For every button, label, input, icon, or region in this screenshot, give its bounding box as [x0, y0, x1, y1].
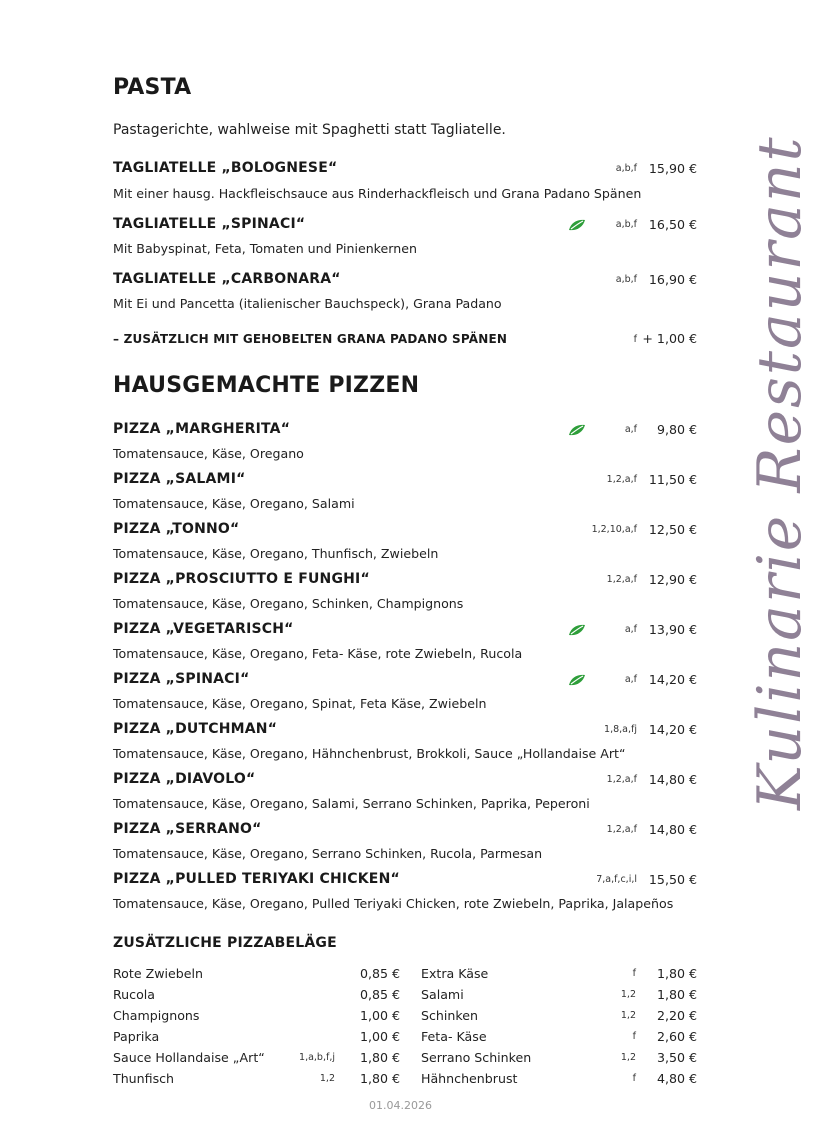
item-description: Tomatensauce, Käse, Oregano, Thunfisch, Zwiebeln — [113, 546, 439, 561]
item-description: Tomatensauce, Käse, Oregano, Feta- Käse, rote Zwiebeln, Rucola — [113, 646, 523, 661]
topping-price: 1,00 € — [359, 1008, 400, 1023]
topping-name: Champignons — [113, 1008, 200, 1023]
item-price: 15,90 € — [648, 161, 697, 176]
allergen-codes: 1,2 — [620, 989, 636, 1000]
item-description: Tomatensauce, Käse, Oregano, Pulled Teriyaki Chicken, rote Zwiebeln, Paprika, Jalapeños — [113, 896, 674, 911]
topping-price: 3,50 € — [656, 1050, 697, 1065]
toppings-title: ZUSÄTZLICHE PIZZABELÄGE — [113, 935, 337, 951]
topping-price: 2,60 € — [656, 1029, 697, 1044]
topping-name: Hähnchenbrust — [421, 1071, 518, 1086]
item-description: Tomatensauce, Käse, Oregano, Spinat, Feta Käse, Zwiebeln — [113, 696, 487, 711]
item-description: Mit einer hausg. Hackfleischsauce aus Rinderhackfleisch und Grana Padano Spänen — [113, 186, 642, 201]
item-price: 12,50 € — [648, 522, 697, 537]
allergen-codes: f — [633, 334, 637, 345]
topping-price: 2,20 € — [656, 1008, 697, 1023]
topping-price: 1,80 € — [359, 1050, 400, 1065]
allergen-codes: a,b,f — [615, 163, 637, 174]
item-description: Tomatensauce, Käse, Oregano, Salami, Serrano Schinken, Paprika, Peperoni — [113, 796, 590, 811]
extra-label: – ZUSÄTZLICH MIT GEHOBELTEN GRANA PADANO SPÄNEN — [113, 332, 508, 346]
item-name: PIZZA „PROSCIUTTO E FUNGHI“ — [113, 571, 370, 587]
item-name: TAGLIATELLE „CARBONARA“ — [113, 271, 341, 287]
topping-price: 1,00 € — [359, 1029, 400, 1044]
topping-name: Schinken — [421, 1008, 478, 1023]
allergen-codes: a,f — [624, 674, 637, 685]
pasta-title: PASTA — [113, 75, 192, 100]
allergen-codes: 1,2 — [620, 1052, 636, 1063]
topping-price: 4,80 € — [656, 1071, 697, 1086]
topping-price: 1,80 € — [359, 1071, 400, 1086]
item-name: PIZZA „DUTCHMAN“ — [113, 721, 278, 737]
allergen-codes: f — [632, 968, 636, 979]
item-name: PIZZA „DIAVOLO“ — [113, 771, 256, 787]
item-price: 15,50 € — [648, 872, 697, 887]
allergen-codes: f — [632, 1031, 636, 1042]
item-name: PIZZA „TONNO“ — [113, 521, 240, 537]
item-name: PIZZA „SALAMI“ — [113, 471, 246, 487]
topping-price: 1,80 € — [656, 987, 697, 1002]
allergen-codes: a,b,f — [615, 274, 637, 285]
item-description: Tomatensauce, Käse, Oregano, Salami — [113, 496, 355, 511]
topping-name: Rote Zwiebeln — [113, 966, 203, 981]
item-price: 13,90 € — [648, 622, 697, 637]
item-price: 14,20 € — [648, 722, 697, 737]
item-name: PIZZA „SPINACI“ — [113, 671, 250, 687]
topping-name: Sauce Hollandaise „Art“ — [113, 1050, 265, 1065]
item-name: PIZZA „SERRANO“ — [113, 821, 262, 837]
item-price: 16,50 € — [648, 217, 697, 232]
allergen-codes: 1,8,a,fj — [604, 724, 637, 735]
allergen-codes: a,f — [624, 424, 637, 435]
item-description: Tomatensauce, Käse, Oregano — [113, 446, 304, 461]
extra-price: + 1,00 € — [642, 331, 697, 346]
topping-name: Salami — [421, 987, 464, 1002]
item-price: 14,80 € — [648, 822, 697, 837]
allergen-codes: a,f — [624, 624, 637, 635]
allergen-codes: 1,2,a,f — [606, 474, 637, 485]
item-description: Tomatensauce, Käse, Oregano, Hähnchenbrust, Brokkoli, Sauce „Hollandaise Art“ — [113, 746, 626, 761]
allergen-codes: 1,a,b,f,j — [299, 1052, 335, 1063]
topping-name: Rucola — [113, 987, 156, 1002]
topping-name: Paprika — [113, 1029, 160, 1044]
pizza-title: HAUSGEMACHTE PIZZEN — [113, 373, 420, 398]
item-price: 12,90 € — [648, 572, 697, 587]
brand-script: Kulinarie Restaurant — [745, 135, 815, 810]
item-description: Mit Ei und Pancetta (italienischer Bauchspeck), Grana Padano — [113, 296, 502, 311]
item-name: TAGLIATELLE „BOLOGNESE“ — [113, 160, 338, 176]
allergen-codes: 7,a,f,c,i,l — [596, 874, 637, 885]
item-description: Tomatensauce, Käse, Oregano, Serrano Schinken, Rucola, Parmesan — [113, 846, 543, 861]
item-name: PIZZA „PULLED TERIYAKI CHICKEN“ — [113, 871, 400, 887]
allergen-codes: f — [632, 1073, 636, 1084]
item-description: Mit Babyspinat, Feta, Tomaten und Pinienkernen — [113, 241, 417, 256]
item-price: 14,80 € — [648, 772, 697, 787]
pasta-intro: Pastagerichte, wahlweise mit Spaghetti statt Tagliatelle. — [113, 122, 506, 138]
topping-price: 1,80 € — [656, 966, 697, 981]
allergen-codes: 1,2,a,f — [606, 824, 637, 835]
item-name: PIZZA „VEGETARISCH“ — [113, 621, 294, 637]
topping-name: Extra Käse — [421, 966, 489, 981]
item-price: 14,20 € — [648, 672, 697, 687]
topping-name: Feta- Käse — [421, 1029, 487, 1044]
topping-price: 0,85 € — [359, 966, 400, 981]
topping-name: Thunfisch — [113, 1071, 175, 1086]
item-price: 9,80 € — [656, 422, 697, 437]
item-name: TAGLIATELLE „SPINACI“ — [113, 216, 306, 232]
item-description: Tomatensauce, Käse, Oregano, Schinken, Champignons — [113, 596, 464, 611]
allergen-codes: 1,2,a,f — [606, 774, 637, 785]
allergen-codes: 1,2,a,f — [606, 574, 637, 585]
allergen-codes: 1,2,10,a,f — [591, 524, 637, 535]
allergen-codes: 1,2 — [620, 1010, 636, 1021]
topping-price: 0,85 € — [359, 987, 400, 1002]
footer-date: 01.04.2026 — [369, 1099, 432, 1112]
item-name: PIZZA „MARGHERITA“ — [113, 421, 291, 437]
topping-name: Serrano Schinken — [421, 1050, 532, 1065]
item-price: 11,50 € — [648, 472, 697, 487]
item-price: 16,90 € — [648, 272, 697, 287]
allergen-codes: 1,2 — [319, 1073, 335, 1084]
allergen-codes: a,b,f — [615, 219, 637, 230]
